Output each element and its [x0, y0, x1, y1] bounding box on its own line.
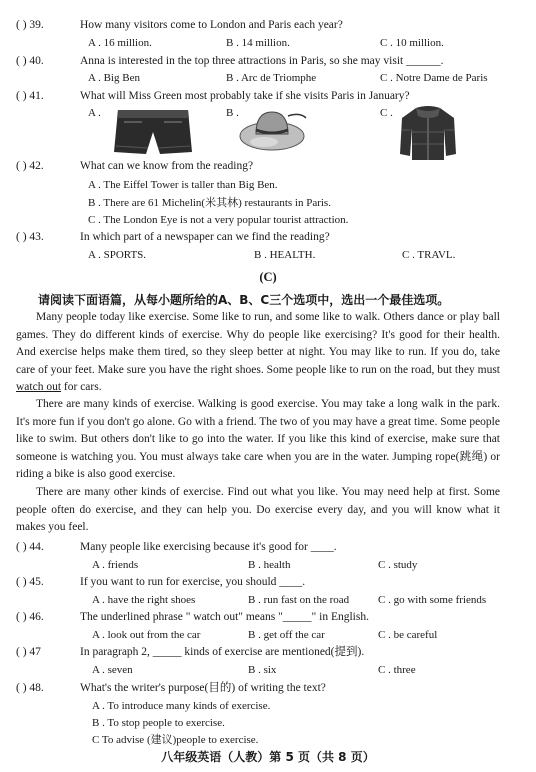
question-number: ( ) 40. — [16, 55, 44, 67]
question-number: ( ) 44. — [16, 541, 44, 553]
option-b: B . HEALTH. — [254, 249, 316, 261]
option-a: A . — [88, 107, 101, 119]
question-number: ( ) 45. — [16, 576, 44, 588]
section-title: (C) — [259, 270, 277, 284]
option-c: C . — [380, 107, 393, 119]
page-footer: 八年级英语（人教）第 5 页（共 8 页） — [161, 750, 375, 764]
option-a: A . have the right shoes — [92, 594, 196, 606]
question-text: How many visitors come to London and Paris each year? — [80, 19, 343, 31]
question-text: Anna is interested in the top three attractions in Paris, so she may visit ______. — [80, 55, 444, 67]
question-45 — [16, 575, 305, 589]
question-text: The underlined phrase " watch out" means "_____" in English. — [80, 611, 369, 623]
option-c: C . 10 million. — [380, 37, 444, 49]
option-a: A . seven — [92, 664, 133, 676]
option-a: A . 16 million. — [88, 37, 152, 49]
option-b: B . — [226, 107, 239, 119]
question-41 — [16, 89, 410, 103]
option-b: B . Arc de Triomphe — [226, 72, 317, 84]
question-number: ( ) 46. — [16, 611, 44, 623]
question-number: ( ) 47 — [16, 646, 41, 658]
option-a: A . The Eiffel Tower is taller than Big Ben. — [88, 179, 278, 191]
question-number: ( ) 39. — [16, 19, 44, 31]
option-a: A . look out from the car — [92, 629, 201, 641]
option-b: B . There are 61 Michelin(米其林) restaurants in Paris. — [88, 197, 331, 209]
shorts-image — [112, 106, 194, 158]
section-instruction: 请阅读下面语篇，从每小题所给的A、B、C三个选项中，选出一个最佳选项。 — [38, 293, 450, 307]
question-46 — [16, 610, 369, 624]
question-text: In which part of a newspaper can we find the reading? — [80, 231, 330, 243]
option-c: C . go with some friends — [378, 594, 487, 606]
question-40 — [16, 54, 443, 68]
option-b: B . get off the car — [248, 629, 325, 641]
option-c: C . study — [378, 559, 418, 571]
question-39 — [16, 18, 343, 32]
passage-paragraph-1: Many people today like exercise. Some like to run, and some like to walk. Others dance or play ball games. They do different kinds of exercise. Why do people like exercising? It's good for their health. And exercise helps make them tired, so they sleep better at night. You may like to run. If you do, take care of your feet. Make sure you have the right shoes. Some people like to run on the road, but they must watch out for cars. — [16, 311, 500, 394]
option-b: B . To stop people to exercise. — [92, 717, 225, 729]
option-a: A . To introduce many kinds of exercise. — [92, 700, 271, 712]
option-c: C . be careful — [378, 629, 438, 641]
option-c: C . The London Eye is not a very popular tourist attraction. — [88, 214, 349, 226]
option-a: A . Big Ben — [88, 72, 140, 84]
question-text: If you want to run for exercise, you should ____. — [80, 576, 306, 588]
option-c: C . TRAVL. — [402, 249, 456, 261]
question-43 — [16, 230, 330, 244]
passage-paragraph-2: There are many kinds of exercise. Walking is good exercise. You may take a long walk in the park. It's more fun if you don't go alone. Go with a friend. The two of you may have a great time. Some people like to swim. But others don't like to go into the water. If you like this kind of exercise, make sure that someone is watching you. You must always take care when you are in the water. Jumping rope(跳绳) or riding a bike is also good exercise. — [16, 398, 500, 481]
question-text: Many people like exercising because it's good for ____. — [80, 541, 337, 553]
question-number: ( ) 43. — [16, 231, 44, 243]
underlined-phrase: watch out — [16, 381, 62, 394]
option-c: C . Notre Dame de Paris — [380, 72, 488, 84]
option-b: B . health — [248, 559, 291, 571]
question-47 — [16, 645, 364, 659]
question-text: In paragraph 2, _____ kinds of exercise are mentioned(提到). — [80, 646, 365, 658]
question-text: What can we know from the reading? — [80, 160, 254, 172]
option-b: B . run fast on the road — [248, 594, 350, 606]
option-a: A . friends — [92, 559, 139, 571]
question-42 — [16, 159, 253, 173]
question-number: ( ) 42. — [16, 160, 44, 172]
option-c: C . three — [378, 664, 416, 676]
option-b: B . six — [248, 664, 277, 676]
option-c: C To advise (建议)people to exercise. — [92, 734, 259, 746]
question-number: ( ) 48. — [16, 682, 44, 694]
option-b: B . 14 million. — [226, 37, 290, 49]
question-number: ( ) 41. — [16, 90, 44, 102]
jacket-image — [398, 104, 458, 162]
option-a: A . SPORTS. — [88, 249, 147, 261]
question-text: What will Miss Green most probably take if she visits Paris in January? — [80, 90, 410, 102]
question-44 — [16, 540, 337, 554]
hat-image — [236, 102, 310, 160]
passage-paragraph-3: There are many other kinds of exercise. Find out what you like. You may need help at first. Some people often do exercise, and they can help you. Do exercise every day, and you will know what it makes you feel. — [16, 486, 500, 534]
question-48 — [16, 681, 326, 695]
question-text: What's the writer's purpose(目的) of writing the text? — [80, 682, 326, 694]
